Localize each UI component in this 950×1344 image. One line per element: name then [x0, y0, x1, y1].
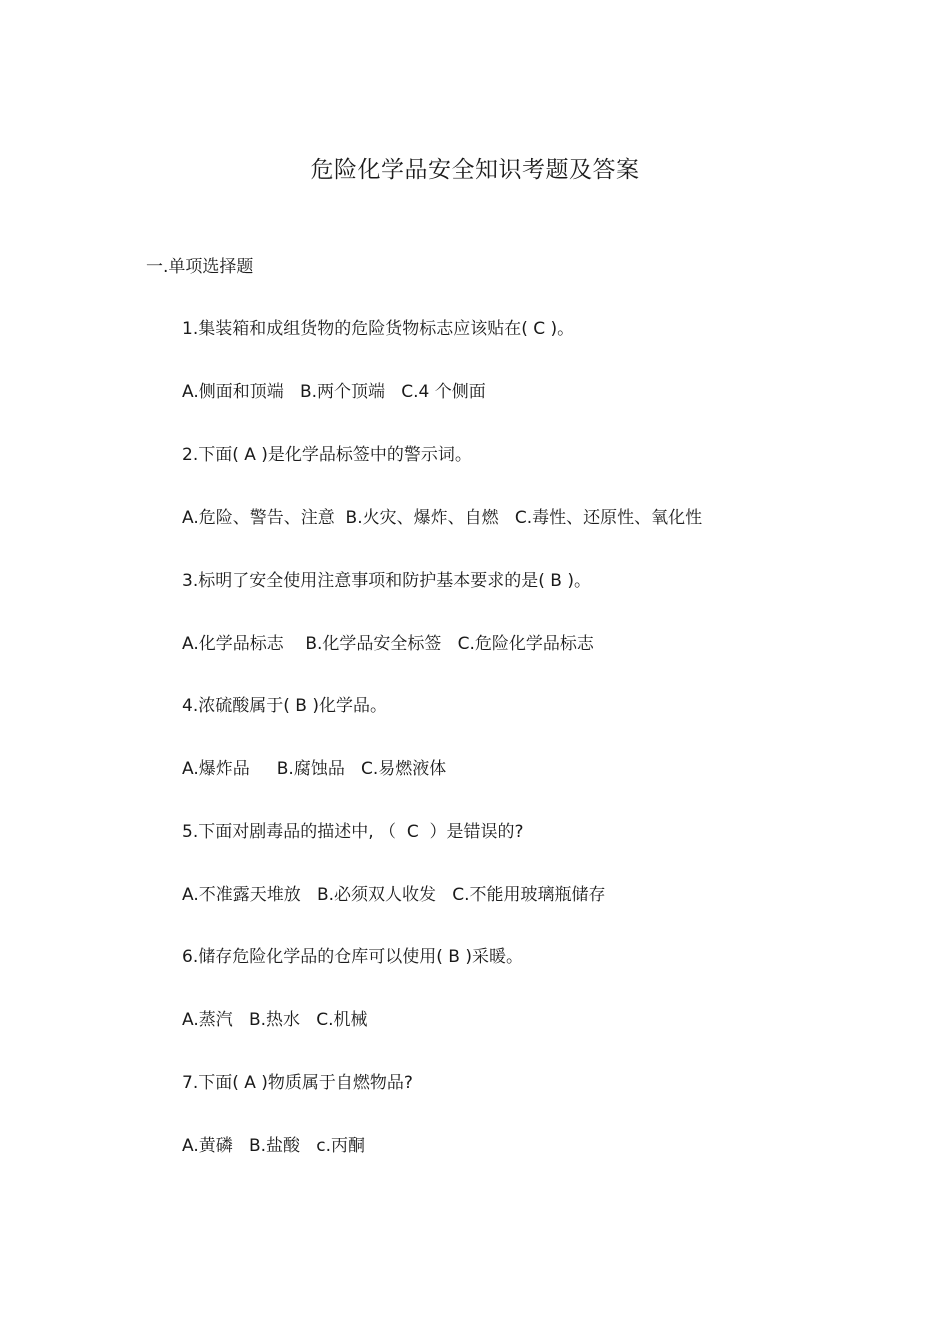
question-1: 1.集装箱和成组货物的危险货物标志应该贴在( C )。: [182, 319, 575, 339]
question-7: 7.下面( A )物质属于自燃物品?: [182, 1073, 413, 1093]
question-4: 4.浓硫酸属于( B )化学品。: [182, 696, 387, 716]
question-3-options: A.化学品标志 B.化学品安全标签 C.危险化学品标志: [182, 634, 594, 654]
question-3: 3.标明了安全使用注意事项和防护基本要求的是( B )。: [182, 571, 591, 591]
question-6: 6.储存危险化学品的仓库可以使用( B )采暖。: [182, 947, 523, 967]
question-5: 5.下面对剧毒品的描述中, （ C ）是错误的?: [182, 822, 524, 842]
question-1-options: A.侧面和顶端 B.两个顶端 C.4 个侧面: [182, 382, 486, 402]
question-5-options: A.不准露天堆放 B.必须双人收发 C.不能用玻璃瓶储存: [182, 885, 606, 905]
question-2: 2.下面( A )是化学品标签中的警示词。: [182, 445, 472, 465]
question-2-options: A.危险、警告、注意 B.火灾、爆炸、自燃 C.毒性、还原性、氧化性: [182, 508, 703, 528]
question-7-options: A.黄磷 B.盐酸 c.丙酮: [182, 1136, 365, 1156]
document-title: 危险化学品安全知识考题及答案: [310, 157, 640, 183]
question-6-options: A.蒸汽 B.热水 C.机械: [182, 1010, 368, 1030]
question-4-options: A.爆炸品 B.腐蚀品 C.易燃液体: [182, 759, 447, 779]
section-heading: 一.单项选择题: [146, 257, 254, 277]
